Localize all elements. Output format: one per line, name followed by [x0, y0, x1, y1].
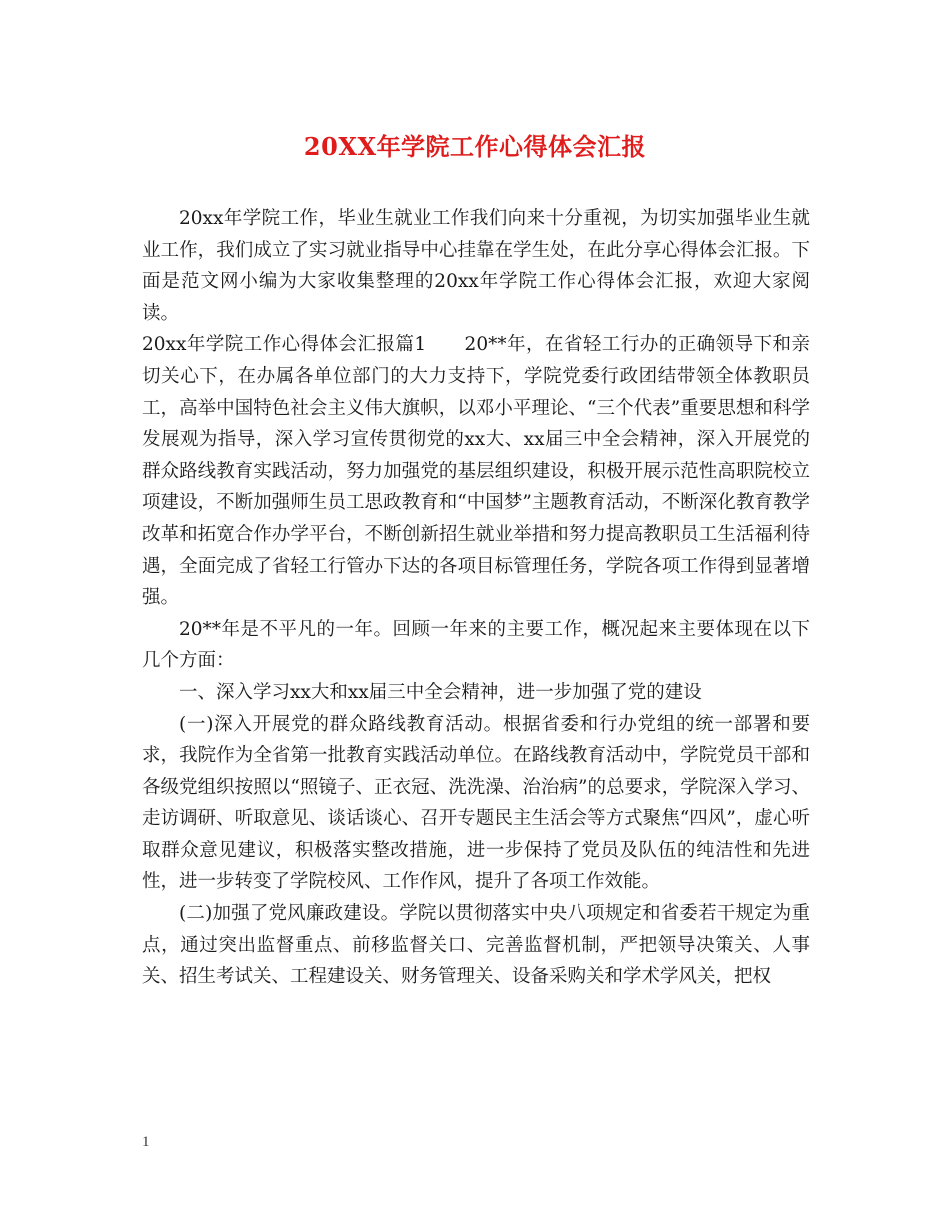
paragraph-intro: 20xx年学院工作，毕业生就业工作我们向来十分重视，为切实加强毕业生就业工作，我们成立了实习就业指导中心挂靠在学生处，在此分享心得体会汇报。下面是范文网小编为大家收集整理的20xx年学院工作心得体会汇报，欢迎大家阅读。 — [142, 208, 810, 324]
paragraph-subsection-1: (一)深入开展党的群众路线教育活动。根据省委和行办党组的统一部署和要求，我院作为全省第一批教育实践活动单位。在路线教育活动中，学院党员干部和各级党组织按照以“照镜子、正衣冠、洗洗澡、治治病”的总要求，学院深入学习、走访调研、听取意见、谈话谈心、召开专题民主生活会等方式聚焦“四风”，虚心听取群众意见建议，积极落实整改措施，进一步保持了党员及队伍的纯洁性和先进性，进一步转变了学院校风、工作作风，提升了各项工作效能。 — [142, 713, 810, 893]
document-body — [142, 203, 810, 993]
page-number: 1 — [142, 1134, 150, 1150]
paragraph-subsection-2: (二)加强了党风廉政建设。学院以贯彻落实中央八项规定和省委若干规定为重点，通过突出监督重点、前移监督关口、完善监督机制，严把领导决策关、人事关、招生考试关、工程建设关、财务管理关、设备采购关和学术学风关，把权 — [142, 903, 810, 988]
document-title: 20XX年学院工作心得体会汇报 — [303, 132, 647, 161]
paragraph-overview: 20**年是不平凡的一年。回顾一年来的主要工作，概况起来主要体现在以下几个方面： — [142, 618, 810, 672]
section-heading-1: 一、深入学习xx大和xx届三中全会精神，进一步加强了党的建设 — [179, 681, 702, 703]
paragraph-report-1: 20xx年学院工作心得体会汇报篇1 20**年，在省轻工行办的正确领导下和亲切关心下，在办属各单位部门的大力支持下，学院党委行政团结带领全体教职员工，高举中国特色社会主义伟大旗帜，以邓小平理论、“三个代表”重要思想和科学发展观为指导，深入学习宣传贯彻党的xx大、xx届三中全会精神，深入开展党的群众路线教育实践活动，努力加强党的基层组织建设，积极开展示范性高职院校立项建设，不断加强师生员工思政教育和“中国梦”主题教育活动，不断深化教育教学改革和拓宽合作办学平台，不断创新招生就业举措和努力提高教职员工生活福利待遇，全面完成了省轻工行管办下达的各项目标管理任务，学院各项工作得到显著增强。 — [142, 334, 810, 609]
